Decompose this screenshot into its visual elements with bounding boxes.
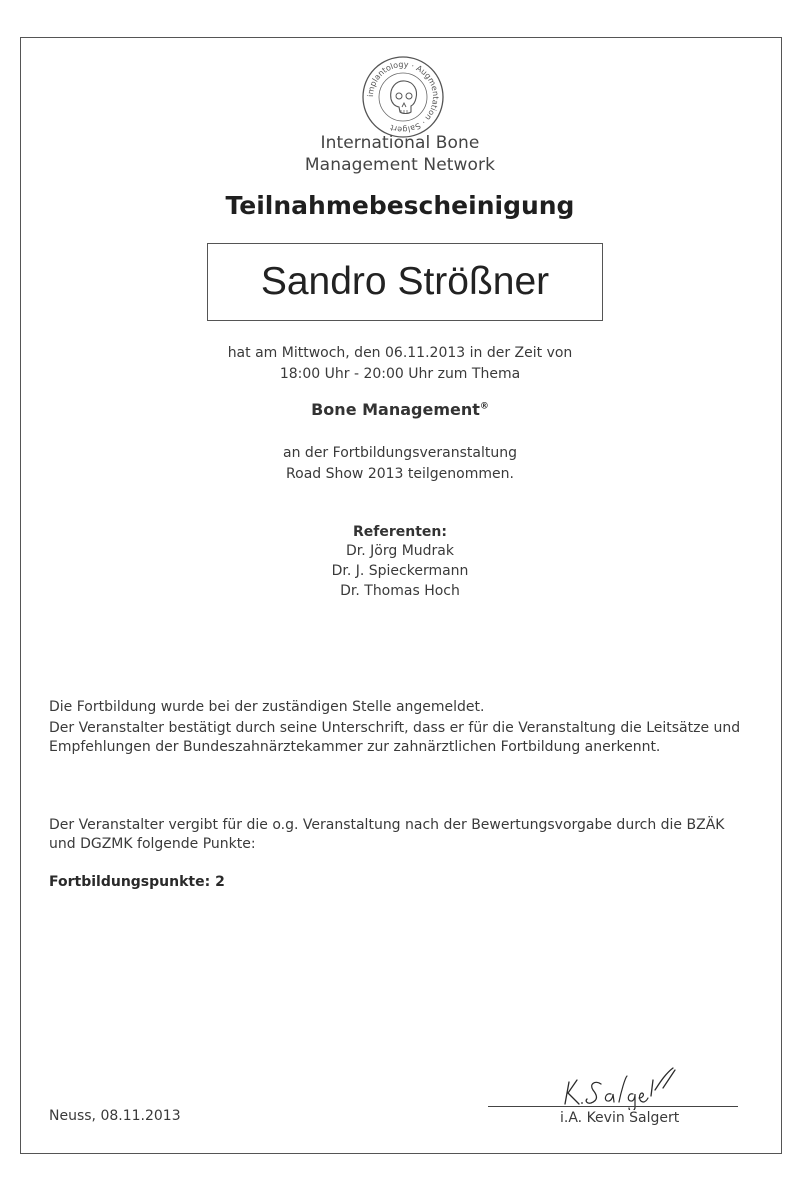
- notice-line-1: Die Fortbildung wurde bei der zuständigen Stelle angemeldet.: [49, 699, 485, 715]
- notice-line-2: Der Veranstalter bestätigt durch seine Unterschrift, dass er für die Veranstaltung die Leitsätze und: [49, 720, 741, 736]
- points-notice-line-1: Der Veranstalter vergibt für die o.g. Veranstaltung nach der Bewertungsvorgabe durch die BZÄK: [49, 817, 725, 833]
- organization-name-line-2: Management Network: [304, 155, 496, 175]
- event-topic-text: Bone Management: [311, 400, 480, 419]
- participant-name: Sandro Strößner: [260, 260, 550, 303]
- document-title: Teilnahmebescheinigung: [225, 191, 575, 220]
- event-time-line: 18:00 Uhr - 20:00 Uhr zum Thema: [279, 366, 521, 382]
- participant-name-box: [207, 243, 603, 321]
- points-notice-line-2: und DGZMK folgende Punkte:: [49, 836, 256, 852]
- organization-name-line-1: International Bone: [320, 133, 480, 153]
- event-topic: [0, 400, 800, 419]
- event-name-line: Road Show 2013 teilgenommen.: [286, 466, 514, 482]
- speakers-heading: Referenten:: [353, 524, 447, 540]
- logo-ring-text: implantology · Augmentation · Salgert: [365, 59, 441, 135]
- handwritten-signature: [555, 1060, 685, 1110]
- event-date-line: hat am Mittwoch, den 06.11.2013 in der Zeit von: [227, 345, 573, 361]
- skull-seal-icon: [361, 55, 445, 139]
- notice-line-3: Empfehlungen der Bundeszahnärztekammer zur zahnärztlichen Fortbildung anerkennt.: [49, 739, 661, 755]
- svg-text:implantology · Augmentation ·: [366, 60, 440, 134]
- registered-mark: ®: [479, 401, 489, 412]
- signer-name: i.A. Kevin Salgert: [560, 1110, 680, 1126]
- speaker-name: Dr. Thomas Hoch: [340, 583, 460, 599]
- credit-points: Fortbildungspunkte: 2: [49, 874, 225, 890]
- signature-line: [488, 1106, 738, 1107]
- speaker-name: Dr. J. Spieckermann: [331, 563, 469, 579]
- speaker-name: Dr. Jörg Mudrak: [346, 543, 454, 559]
- place-and-date: Neuss, 08.11.2013: [49, 1108, 181, 1124]
- event-type-line: an der Fortbildungsveranstaltung: [283, 445, 517, 461]
